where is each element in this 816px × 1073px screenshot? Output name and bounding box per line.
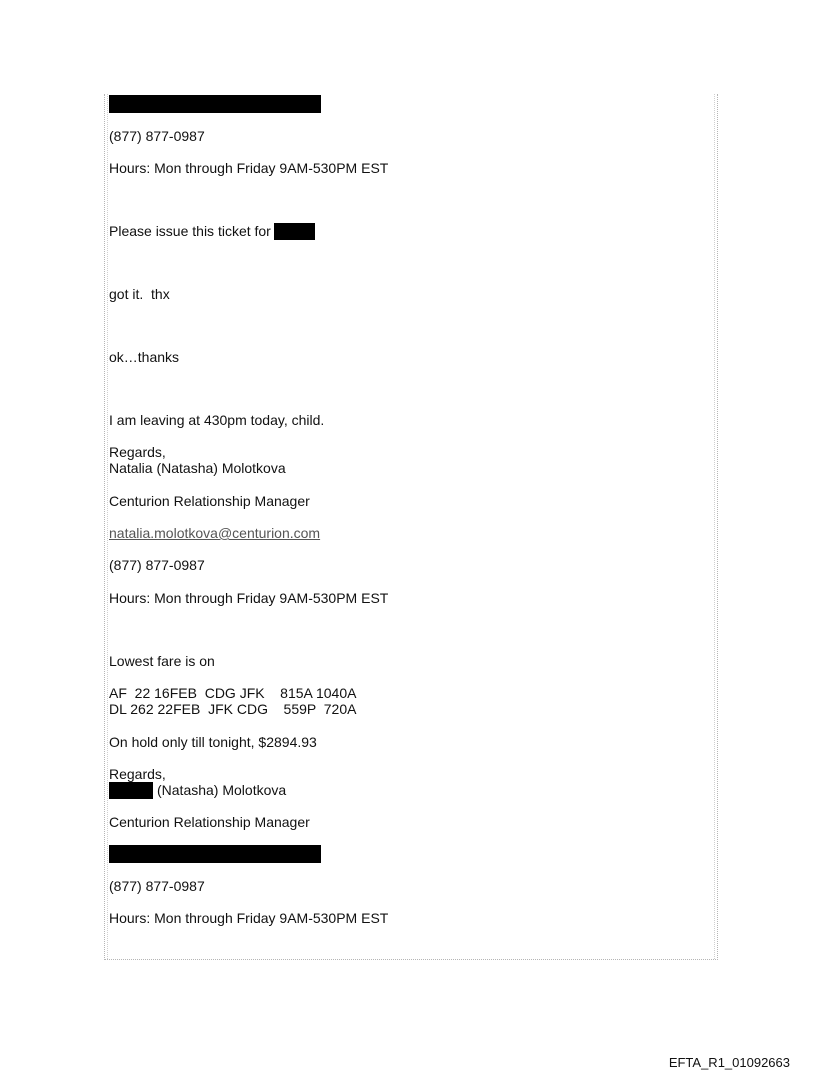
phone-number: (877) 877-0987	[109, 878, 205, 894]
fare-hold-note: On hold only till tonight, $2894.93	[109, 734, 317, 750]
business-hours: Hours: Mon through Friday 9AM-530PM EST	[109, 590, 389, 606]
flight-line: AF 22 16FEB CDG JFK 815A 1040A	[109, 685, 357, 701]
signature-title: Centurion Relationship Manager	[109, 814, 310, 830]
message-leaving: I am leaving at 430pm today, child.	[109, 412, 325, 428]
redaction-bar	[109, 95, 321, 113]
message-got-it: got it. thx	[109, 286, 170, 302]
document-id: EFTA_R1_01092663	[668, 1055, 790, 1070]
redaction-bar	[274, 223, 315, 240]
signature-regards: Regards,	[109, 766, 166, 782]
redaction-bar	[109, 782, 153, 799]
signature-regards: Regards,	[109, 444, 166, 460]
fare-intro: Lowest fare is on	[109, 653, 215, 669]
phone-number: (877) 877-0987	[109, 557, 205, 573]
signature-email-link[interactable]: natalia.molotkova@centurion.com	[109, 525, 321, 541]
redaction-bar	[109, 845, 321, 863]
message-ok-thanks: ok…thanks	[109, 349, 180, 365]
signature-title: Centurion Relationship Manager	[109, 493, 310, 509]
phone-number: (877) 877-0987	[109, 128, 205, 144]
business-hours: Hours: Mon through Friday 9AM-530PM EST	[109, 160, 389, 176]
signature-name: Natalia (Natasha) Molotkova	[109, 460, 286, 476]
message-issue-ticket: Please issue this ticket for	[109, 223, 271, 239]
signature-name-suffix: (Natasha) Molotkova	[157, 782, 287, 798]
flight-line: DL 262 22FEB JFK CDG 559P 720A	[109, 701, 357, 717]
business-hours: Hours: Mon through Friday 9AM-530PM EST	[109, 910, 389, 926]
